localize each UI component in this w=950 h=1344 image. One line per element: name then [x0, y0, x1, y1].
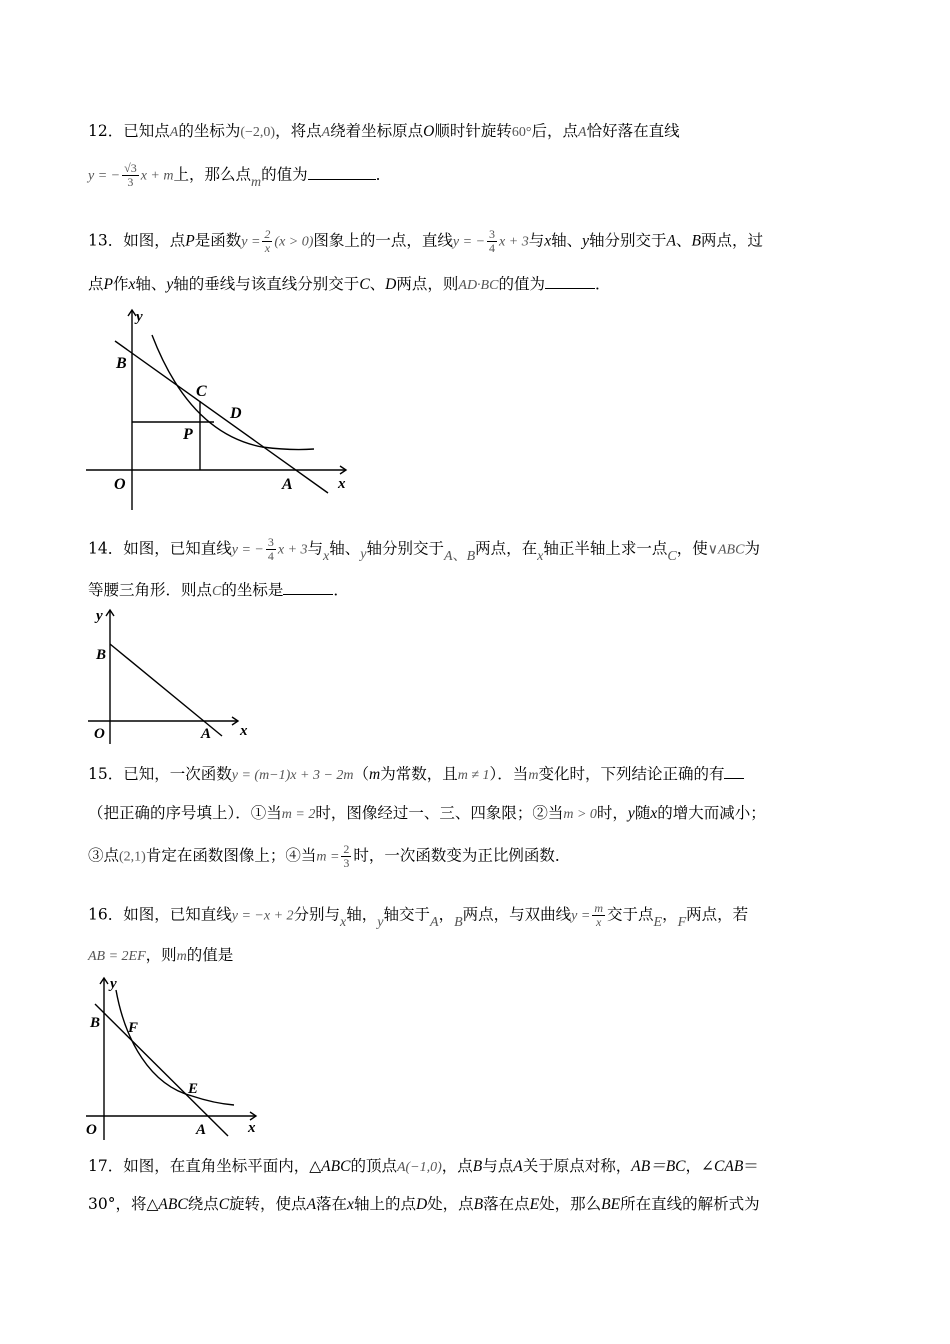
- eq-part: y =: [241, 234, 261, 250]
- text: 后，点: [531, 122, 578, 140]
- q17-number: 17．: [88, 1157, 124, 1175]
- text: 旋转，使点: [229, 1195, 307, 1213]
- text: 、: [676, 231, 692, 250]
- angle-cab: CAB: [714, 1158, 744, 1175]
- triangle-abc: ABC: [321, 1158, 351, 1175]
- label-b: B: [96, 647, 107, 663]
- point-a: A: [513, 1158, 523, 1175]
- text: 上，那么点: [173, 165, 251, 184]
- var-y: y: [360, 546, 367, 562]
- var-x: x: [340, 914, 347, 930]
- text: 绕着坐标原点: [330, 122, 424, 140]
- text: 30°，将△: [88, 1195, 159, 1213]
- product-expr: AD·BC: [458, 278, 499, 293]
- label-o: O: [86, 1122, 97, 1138]
- var-x: x: [537, 548, 544, 564]
- frac-num: 2: [264, 227, 271, 241]
- text: 的值为: [261, 165, 308, 184]
- eq-part: x + m: [140, 168, 174, 184]
- point-b: B: [472, 1158, 483, 1175]
- text: （: [353, 765, 370, 783]
- text: 点: [88, 275, 104, 293]
- text: 轴分别交于: [366, 539, 445, 558]
- text: 时，: [596, 804, 628, 822]
- eq-part: y = −: [452, 234, 486, 250]
- text: 两点，与双曲线: [462, 905, 572, 924]
- label-y: y: [136, 309, 143, 325]
- text: 两点，过: [700, 231, 763, 250]
- point-a: A: [306, 1196, 317, 1213]
- eq-part: x + 3: [277, 542, 308, 558]
- text: 的值为: [498, 275, 545, 293]
- text: 已知点: [123, 122, 170, 140]
- text: （把正确的序号填上）．①当: [88, 804, 282, 822]
- text: 时，图像经过一、三、四象限；②当: [315, 804, 564, 822]
- point-a: A: [169, 125, 179, 140]
- var-y: y: [627, 805, 635, 822]
- text: 轴、: [329, 539, 361, 558]
- text: ，∠: [685, 1157, 715, 1175]
- point-a: A: [321, 125, 331, 140]
- triangle-abc: ABC: [158, 1196, 188, 1213]
- text: 的顶点: [350, 1157, 397, 1175]
- function-expr: y = (m−1)x + 3 − 2m: [231, 768, 354, 783]
- text: ，点: [441, 1157, 473, 1175]
- point-c: C: [218, 1196, 230, 1213]
- label-x: x: [338, 476, 346, 492]
- condition-expr: AB = 2EF: [88, 949, 146, 964]
- condition-expr: m ≠ 1: [457, 768, 490, 783]
- frac-num: √3: [124, 161, 137, 175]
- q17-line2: [88, 1193, 760, 1216]
- var-y: y: [166, 276, 174, 293]
- point-e: E: [653, 914, 663, 930]
- var-m: m: [251, 174, 262, 190]
- text: 等腰三角形．则点: [88, 581, 213, 599]
- point-b: B: [454, 914, 463, 930]
- point-b: B: [691, 232, 701, 250]
- text: 轴、: [551, 231, 583, 250]
- var-y: y: [377, 914, 384, 930]
- text: 已知，一次函数: [123, 765, 232, 783]
- point-a: A: [666, 232, 676, 250]
- eq-part: x + 3: [499, 234, 529, 250]
- text: 的增大而减小；: [657, 804, 766, 822]
- text: 轴交于: [383, 905, 431, 924]
- label-x: x: [248, 1120, 256, 1136]
- point-d: D: [415, 1196, 428, 1213]
- label-a: A: [201, 726, 212, 742]
- point-p: P: [103, 276, 113, 293]
- label-x: x: [240, 723, 248, 739]
- frac-num: m: [594, 901, 604, 915]
- text: 作: [112, 275, 129, 293]
- text: 与: [528, 231, 545, 250]
- frac-den: 3: [127, 175, 134, 189]
- q16-number: 16．: [88, 905, 124, 924]
- text: 轴，: [346, 905, 378, 924]
- label-b: B: [116, 355, 127, 372]
- frac-num: 3: [267, 535, 274, 549]
- triangle-expr: ∨ABC: [707, 542, 745, 558]
- eq-part: (x > 0): [274, 234, 314, 250]
- var-m: m: [369, 766, 381, 783]
- point-expr: A(−1,0): [396, 1160, 442, 1175]
- angle: 60°: [511, 125, 532, 140]
- text: 如图，在直角坐标平面内，△: [123, 1157, 322, 1175]
- var-x: x: [650, 805, 658, 822]
- label-e: E: [188, 1081, 199, 1097]
- text: 、: [452, 547, 467, 564]
- label-a: A: [282, 476, 293, 493]
- equality-expr: AB＝BC: [631, 1158, 686, 1175]
- text: 随: [634, 804, 651, 822]
- text: 顺时针旋转: [434, 122, 512, 140]
- point-a: A: [578, 125, 587, 140]
- text: 变化时，下列结论正确的有: [538, 765, 725, 783]
- point-f: F: [677, 914, 687, 930]
- text: 与: [307, 539, 324, 558]
- text: 恰好落在直线: [586, 122, 680, 140]
- label-b: B: [90, 1015, 101, 1031]
- label-f: F: [128, 1020, 139, 1036]
- point-b: B: [473, 1196, 484, 1213]
- text: 轴的垂线与该直线分别交于: [173, 275, 360, 293]
- point-b: B: [466, 548, 476, 564]
- text: 的值是: [186, 946, 234, 964]
- text: 分别与: [293, 905, 341, 924]
- frac-num: 3: [489, 227, 496, 241]
- frac-den: 4: [489, 241, 496, 255]
- text: 两点，若: [686, 905, 749, 924]
- frac-num: 2: [343, 842, 350, 856]
- var-x: x: [128, 276, 136, 293]
- text: 如图，点: [123, 231, 186, 250]
- q17-line1: [88, 1155, 759, 1179]
- text: ．: [333, 581, 349, 599]
- text: 图象上的一点，直线: [313, 231, 453, 250]
- text: ，: [662, 905, 678, 924]
- var-x: x: [347, 1196, 354, 1213]
- eq-part: y =: [571, 908, 591, 924]
- text: ，使: [676, 539, 708, 558]
- label-y: y: [110, 976, 117, 992]
- text: 的坐标为: [178, 122, 241, 140]
- eq-part: m =: [316, 849, 340, 865]
- text: 为常数，且: [380, 765, 458, 783]
- text: 是函数: [194, 231, 242, 250]
- label-a: A: [196, 1122, 207, 1138]
- text: 两点，则: [396, 275, 459, 293]
- point-o: O: [423, 123, 435, 140]
- point-a: A: [444, 548, 453, 564]
- var-y: y: [582, 232, 590, 250]
- point-e: E: [529, 1196, 540, 1213]
- label-o: O: [94, 726, 105, 742]
- var-x: x: [544, 232, 552, 250]
- text: 轴上的点: [353, 1195, 416, 1213]
- text: 所在直线的解析式为: [620, 1195, 760, 1213]
- point-d: D: [385, 276, 397, 293]
- frac-den: 4: [267, 549, 274, 563]
- frac-den: 3: [343, 856, 350, 870]
- var-m: m: [528, 768, 539, 783]
- text: 绕点: [187, 1195, 219, 1213]
- label-o: O: [114, 476, 126, 493]
- text: 处，点: [427, 1195, 474, 1213]
- frac-den: x: [596, 915, 602, 929]
- text: 如图，已知直线: [123, 539, 232, 558]
- q13-number: 13．: [88, 231, 124, 250]
- text: 、: [369, 275, 386, 293]
- eq-part: y = −: [88, 168, 121, 184]
- point-c: C: [212, 584, 222, 599]
- text: 与点: [482, 1157, 514, 1175]
- text: 关于原点对称，: [522, 1157, 632, 1175]
- text: ．: [594, 275, 611, 293]
- label-d: D: [230, 405, 242, 422]
- text: ，将点: [275, 122, 322, 140]
- text: 时，一次函数变为正比例函数．: [353, 846, 571, 865]
- text: 轴分别交于: [589, 231, 667, 250]
- coord-a: (−2,0): [240, 125, 276, 140]
- point-p: P: [185, 232, 195, 250]
- label-p: P: [183, 426, 193, 443]
- text: 落在: [316, 1195, 348, 1213]
- hyperbola-curve: [116, 990, 234, 1105]
- text: 如图，已知直线: [123, 905, 232, 924]
- text: 轴正半轴上求一点: [543, 539, 668, 558]
- eq-part: y = −: [231, 542, 264, 558]
- condition-expr: m > 0: [563, 807, 597, 822]
- text: ，: [438, 905, 455, 924]
- q12-number: 12．: [88, 122, 124, 140]
- frac-den: x: [264, 241, 271, 255]
- point-c: C: [667, 548, 677, 564]
- var-x: x: [323, 548, 330, 564]
- var-m: m: [176, 949, 187, 964]
- text: ③点: [88, 846, 120, 865]
- text: ，则: [145, 946, 177, 964]
- text: 为: [744, 539, 760, 558]
- text: 处，那么: [539, 1195, 602, 1213]
- q14-number: 14．: [88, 539, 124, 558]
- point-a: A: [430, 914, 439, 930]
- text: 肯定在函数图像上；④当: [145, 846, 317, 865]
- text: 交于点: [607, 905, 654, 924]
- point-expr: (2,1): [119, 849, 146, 865]
- condition-expr: m = 2: [281, 807, 316, 822]
- text: 轴、: [135, 275, 167, 293]
- line-expr: y = −x + 2: [231, 908, 294, 924]
- point-c: C: [359, 276, 370, 293]
- text: 落在点: [483, 1195, 530, 1213]
- label-y: y: [96, 608, 103, 624]
- text: 两点，在: [475, 539, 538, 558]
- text: ．: [375, 165, 392, 184]
- text: ＝: [743, 1157, 759, 1175]
- text: 的坐标是: [221, 581, 284, 599]
- text: ）．当: [489, 765, 529, 783]
- segment-be: BE: [601, 1196, 621, 1213]
- q15-number: 15．: [88, 765, 124, 783]
- label-c: C: [196, 383, 207, 400]
